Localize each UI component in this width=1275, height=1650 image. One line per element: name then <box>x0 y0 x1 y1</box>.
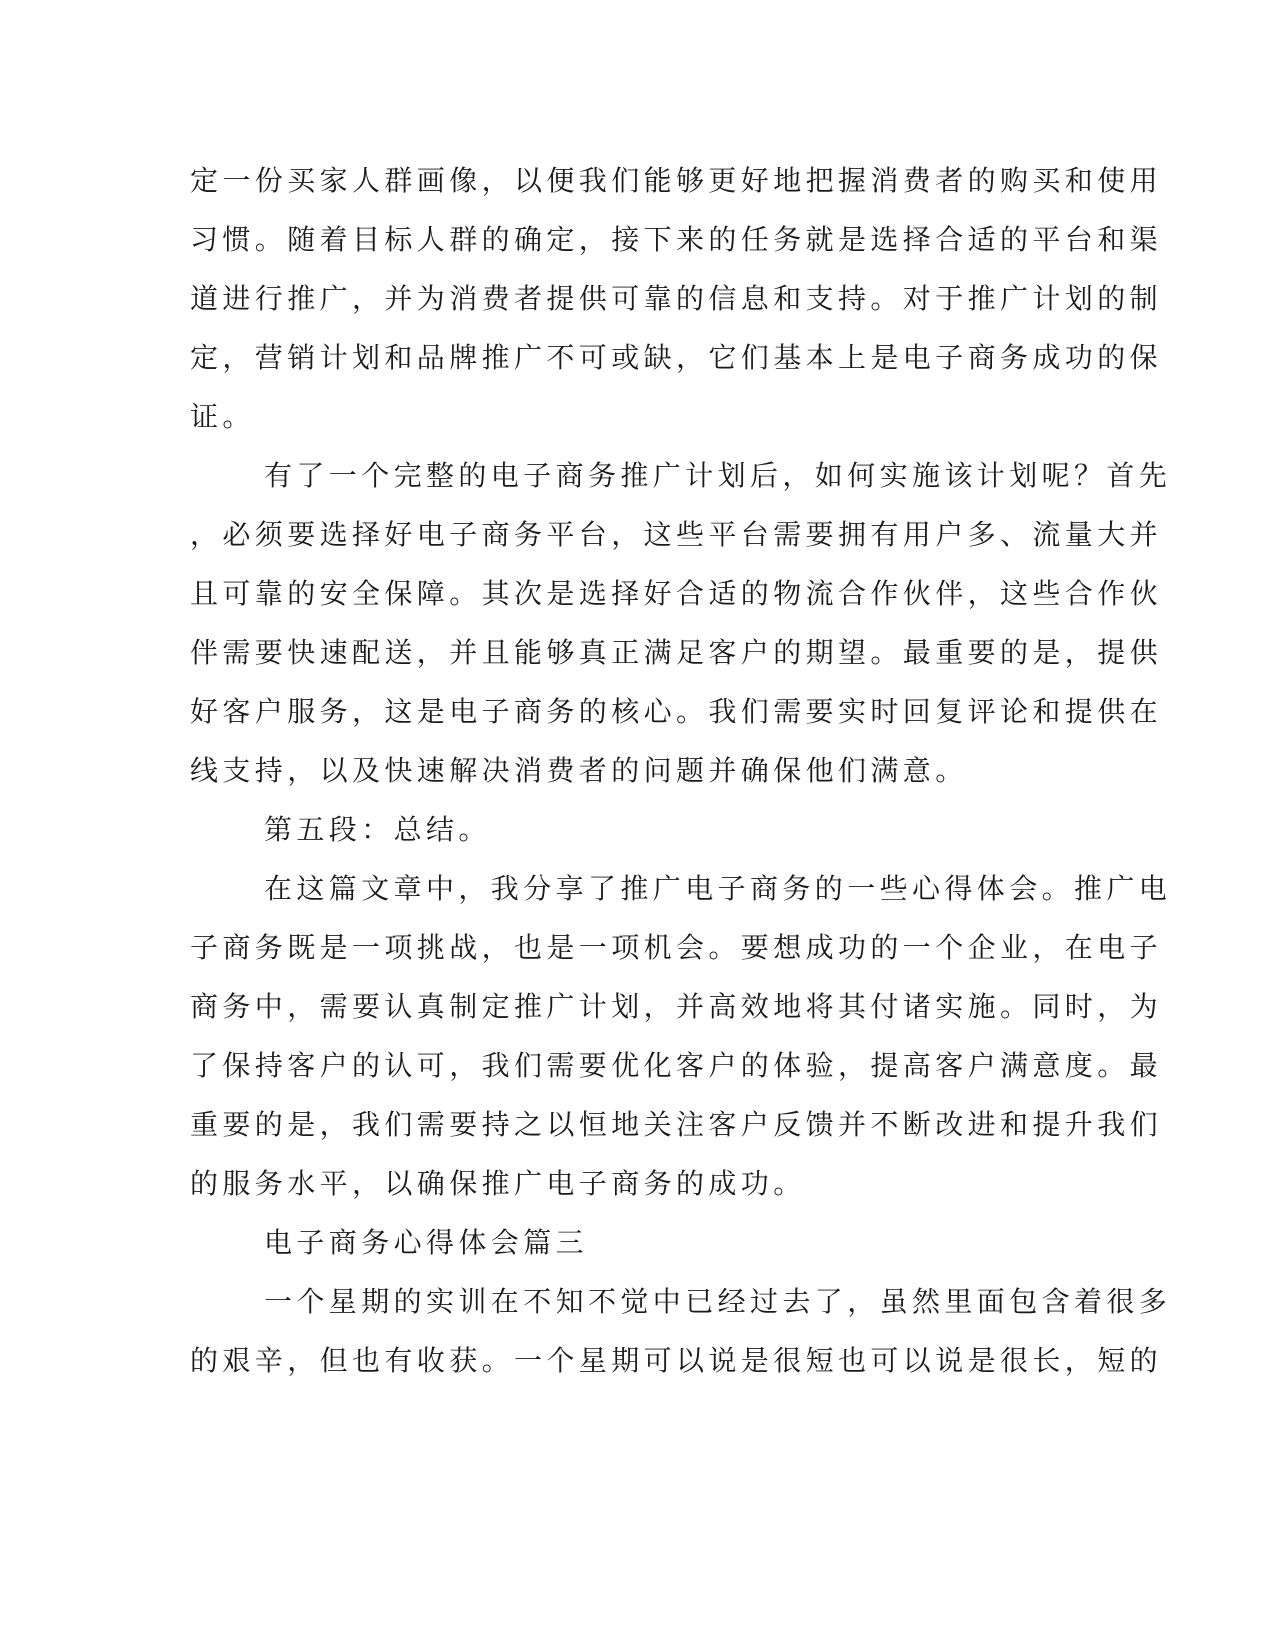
article-title: 电子商务心得体会篇三 <box>264 1226 589 1259</box>
text-line: 子商务既是一项挑战，也是一项机会。要想成功的一个企业，在电子 <box>190 931 1163 964</box>
section-heading: 第五段：总结。 <box>264 813 491 846</box>
text-line: 定一份买家人群画像，以便我们能够更好地把握消费者的购买和使用 <box>190 164 1163 197</box>
text-line: 伴需要快速配送，并且能够真正满足客户的期望。最重要的是，提供 <box>190 636 1163 669</box>
paragraph-first-line: 有了一个完整的电子商务推广计划后，如何实施该计划呢？首先 <box>264 459 1172 492</box>
text-line: 线支持，以及快速解决消费者的问题并确保他们满意。 <box>190 754 968 787</box>
text-line: 好客户服务，这是电子商务的核心。我们需要实时回复评论和提供在 <box>190 695 1163 728</box>
paragraph-first-line: 在这篇文章中，我分享了推广电子商务的一些心得体会。推广电 <box>264 872 1172 905</box>
text-line: 定，营销计划和品牌推广不可或缺，它们基本上是电子商务成功的保 <box>190 341 1163 374</box>
text-line: 道进行推广，并为消费者提供可靠的信息和支持。对于推广计划的制 <box>190 282 1163 315</box>
text-line: 的艰辛，但也有收获。一个星期可以说是很短也可以说是很长，短的 <box>190 1344 1163 1377</box>
paragraph-first-line: 一个星期的实训在不知不觉中已经过去了，虽然里面包含着很多 <box>264 1285 1172 1318</box>
text-line: ，必须要选择好电子商务平台，这些平台需要拥有用户多、流量大并 <box>190 518 1163 551</box>
text-line: 商务中，需要认真制定推广计划，并高效地将其付诸实施。同时，为 <box>190 990 1163 1023</box>
text-line: 证。 <box>190 400 255 433</box>
text-line: 重要的是，我们需要持之以恒地关注客户反馈并不断改进和提升我们 <box>190 1108 1163 1141</box>
text-line: 习惯。随着目标人群的确定，接下来的任务就是选择合适的平台和渠 <box>190 223 1163 256</box>
text-line: 且可靠的安全保障。其次是选择好合适的物流合作伙伴，这些合作伙 <box>190 577 1163 610</box>
text-line: 了保持客户的认可，我们需要优化客户的体验，提高客户满意度。最 <box>190 1049 1163 1082</box>
text-line: 的服务水平，以确保推广电子商务的成功。 <box>190 1167 806 1200</box>
